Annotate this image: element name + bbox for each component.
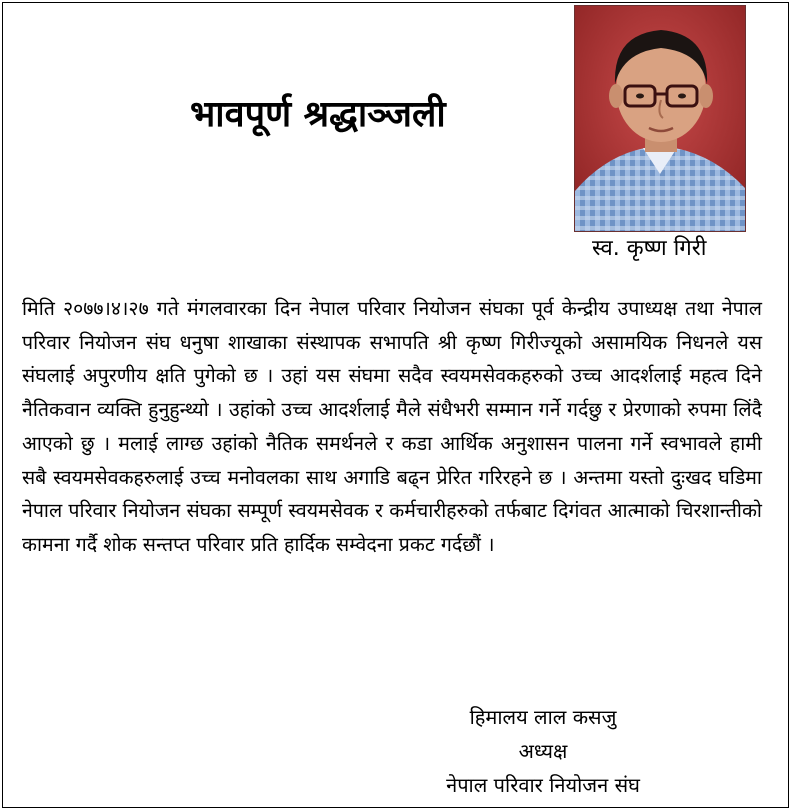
signature-block bbox=[408, 700, 678, 802]
tribute-paragraph: मिति २०७७।४।२७ गते मंगलवारका दिन नेपाल परिवार नियोजन संघका पूर्व केन्द्रीय उपाध्यक्ष तथा नेपाल परिवार नियोजन संघ धनुषा शाखाका संस्थापक सभापति श्री कृष्ण गिरीज्यूको असामयिक निधनले यस संघलाई अपुरणीय क्षति पुगेको छ । उहां यस संघमा सदैव स्वयमसेवकहरुको उच्च आदर्शलाई महत्व दिने नैतिकवान व्यक्ति हुनुहुन्थ्यो । उहांको उच्च आदर्शलाई मैले संधैभरी सम्मान गर्ने गर्दछु र प्रेरणाको रुपमा लिंदै आएको छु । मलाई लाग्छ उहांको नैतिक समर्थनले र कडा आर्थिक अनुशासन पालना गर्ने स्वभावले हामी सबै स्वयमसेवकहरुलाई उच्च मनोवलका साथ अगाडि बढ्न प्रेरित गरिरहने छ । अन्तमा यस्तो दुःखद घडिमा नेपाल परिवार नियोजन संघका सम्पूर्ण स्वयमसेवक र कर्मचारीहरुको तर्फबाट दिगंवत आत्माको चिरशान्तीको कामना गर्दै शोक सन्तप्त परिवार प्रति हार्दिक सम्वेदना प्रकट गर्दछौं । bbox=[22, 297, 762, 556]
photo-caption: स्व. कृष्ण गिरी bbox=[592, 236, 707, 261]
page-title: भावपूर्ण श्रद्धाञ्जली bbox=[190, 94, 446, 135]
signatory-name: हिमालय लाल कसजु bbox=[469, 705, 617, 729]
portrait-photo bbox=[574, 5, 746, 232]
signatory-designation: अध्यक्ष bbox=[518, 739, 568, 763]
signatory-organization: नेपाल परिवार नियोजन संघ bbox=[446, 773, 640, 797]
